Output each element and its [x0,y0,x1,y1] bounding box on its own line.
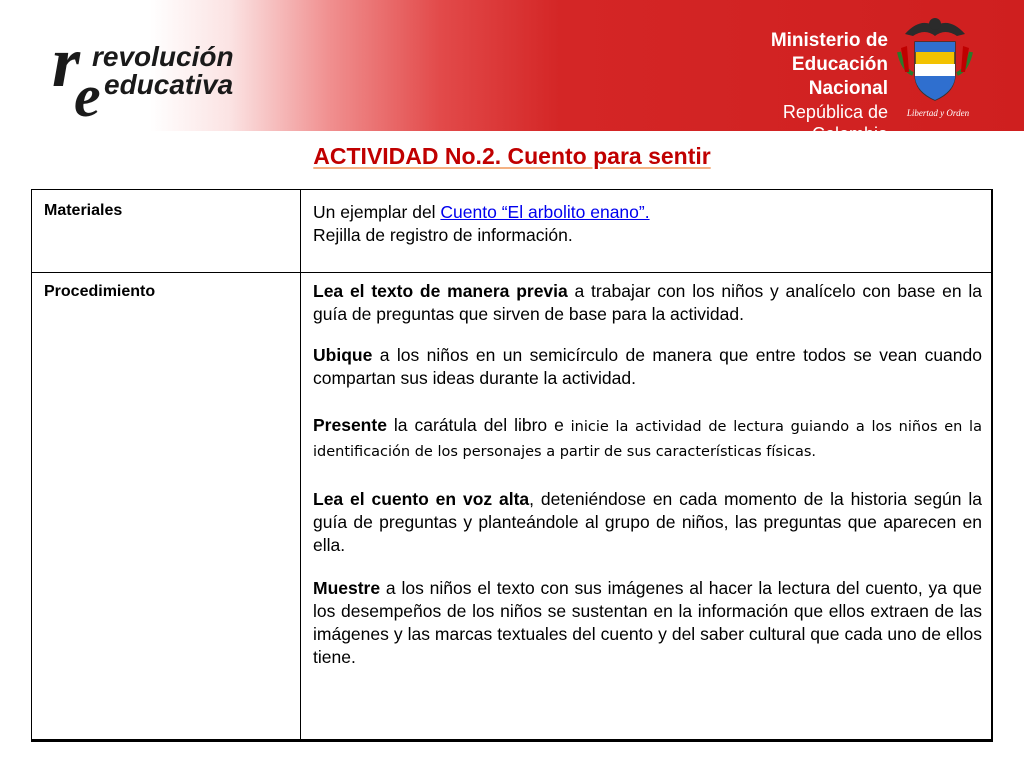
ministry-line-3: República de Colombia [782,102,888,144]
procedure-step-1: Lea el texto de manera previa a trabajar con los niños y analícelo con base en la guía de preguntas que sirven de base para la actividad. [313,281,982,324]
procedure-step-4: Lea el cuento en voz alta, deteniéndose en cada momento de la historia según la guía de preguntas y planteándole al grupo de niños, las preguntas que aparecen en ella. [313,489,982,555]
procedure-step-5: Muestre a los niños el texto con sus imágenes al hacer la lectura del cuento, ya que los desempeños de los niños se sustentan en la información que ellos extraen de las imágenes y las marcas textuales del cuento y del saber cultural que cada uno de ellos tiene. [313,578,982,667]
page-title: ACTIVIDAD No.2. Cuento para sentir [313,143,711,169]
materials-text-2: Rejilla de registro de información. [313,225,573,245]
materials-cell [313,201,982,247]
svg-text:r: r [52,24,81,102]
svg-text:e: e [74,63,101,124]
ministry-line-2: Educación Nacional [791,54,888,99]
materials-text-1: Un ejemplar del [313,202,441,222]
ministry-name [710,29,888,145]
motto-text: Libertad y Orden [906,108,970,118]
coat-of-arms-icon [895,12,975,107]
procedure-label: Procedimiento [44,283,156,300]
row-divider [32,272,991,273]
svg-text:educativa: educativa [104,69,234,100]
activity-table [31,189,993,742]
procedure-cell [313,280,982,669]
procedure-step-3: Presente la carátula del libro e inicie la actividad de lectura guiando a los niños en la identificación de los personajes a partir de sus características físicas. [313,415,982,460]
header-banner [0,0,1024,144]
procedure-step-2: Ubique a los niños en un semicírculo de manera que entre todos se vean cuando compartan sus ideas durante la actividad. [313,345,982,388]
materials-label: Materiales [44,202,123,219]
story-link[interactable]: Cuento “El arbolito enano”. [440,202,650,222]
ministry-line-1: Ministerio de [770,30,888,51]
revolucion-educativa-logo [52,24,272,124]
svg-text:revolución: revolución [92,41,234,72]
